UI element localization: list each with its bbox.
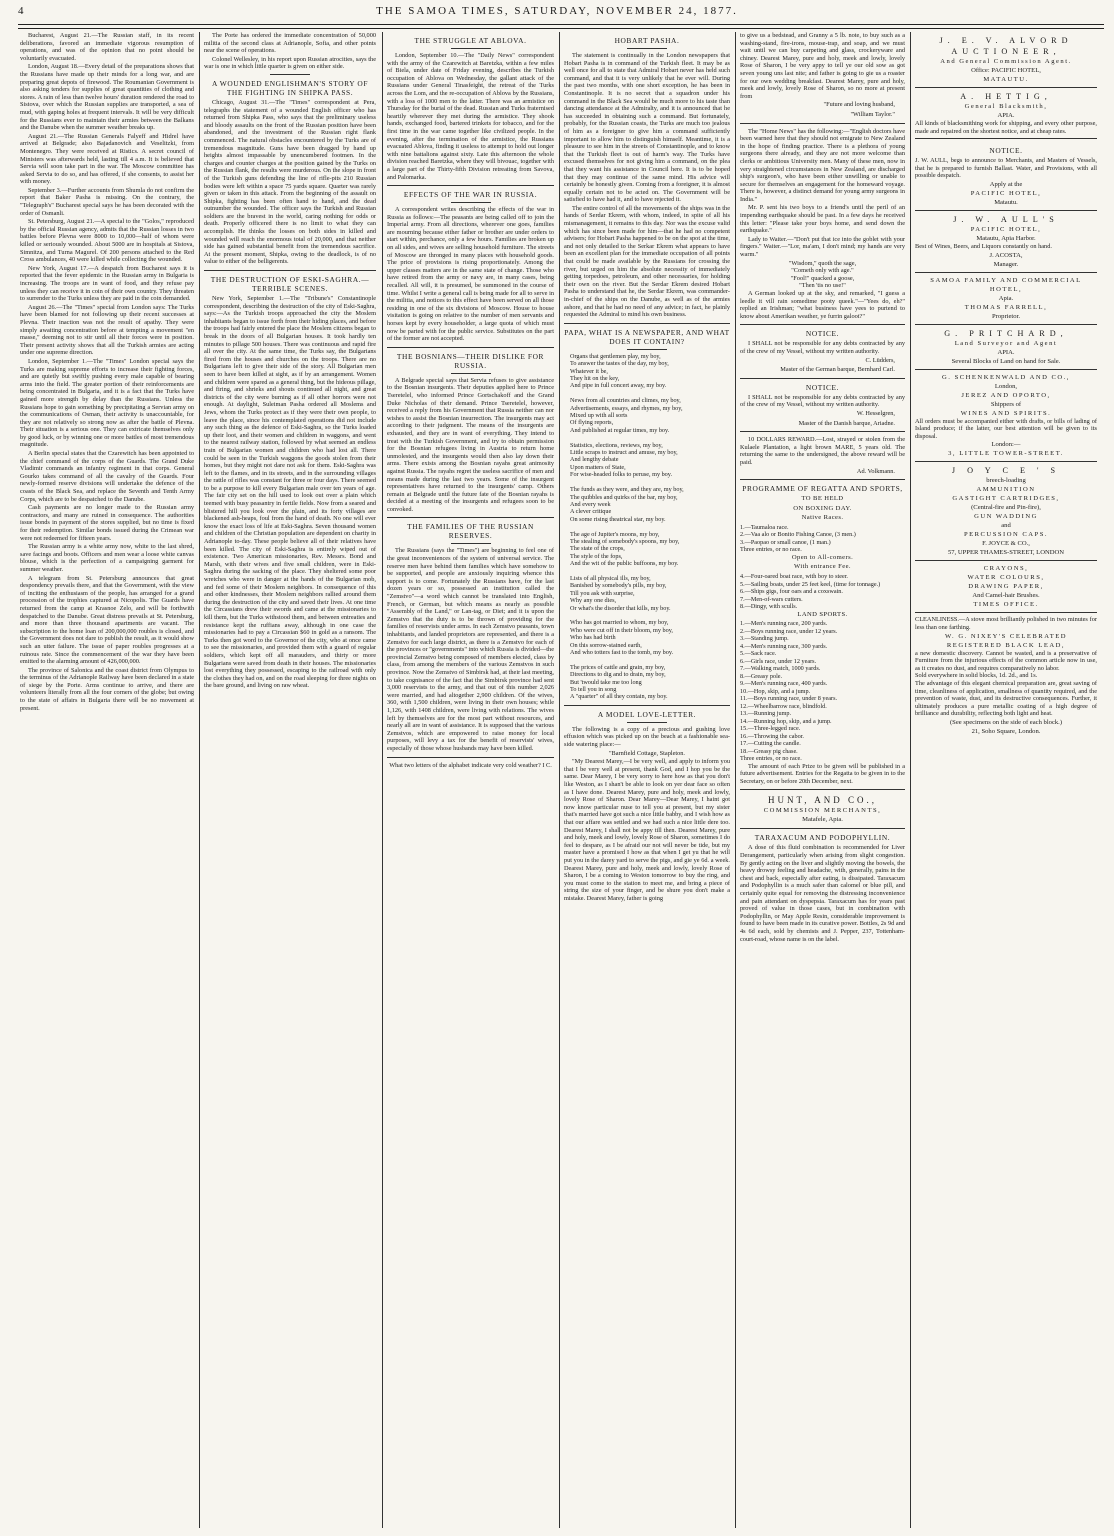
sport-item: Three entries, or no race. <box>740 755 802 763</box>
divider <box>627 48 667 49</box>
masthead-title: THE SAMOA TIMES, SATURDAY, NOVEMBER 24, 1877. <box>376 5 738 17</box>
divider <box>740 324 905 325</box>
poem-line: To answer the tastes of the day, my boy, <box>570 360 669 368</box>
land-sports-heading: LAND SPORTS. <box>797 610 848 618</box>
article-heading-hobart: HOBART PASHA. <box>614 36 680 45</box>
article-body-ablova: London, September 10.—The "Daily News" correspondent with the army of the Czarewitch at Baretzka, within a few miles of Biela, under date of Friday evening, describes the Turkish occupation of Ablova on Wednesday, the gallant attack of the Russians under General Tinasfeight, the retreat of the Turks across the Lom, and the re-occupation of Ablova by the Russians, with a loss of 1000 men to the latter. There was an armistice on Thursday for the burial of the dead. Russian and Turks fraternised heartily wherever they met during the armistice. They shook hands, exchanged food, bartered trinkets for tobacco, and for the first time in the war came together like civilized people. In the evening, after the termination of the armistice, the Russians evacuated Ablova, finding it useless to attempt to hold out longer with nine battalions against sixty. Late this afternoon the whole division reached Baretzka, where they will bivouac, together with a large part of the Thirty-fifth Division retreating from Savova, and Palomarka. <box>387 52 554 181</box>
love-letter-intro: The following is a copy of a precious and gushing love effusion which was picked up on the beach at a fashionable sea-side watering place:— <box>564 725 730 749</box>
german-item: A German looked up at the sky, and remarked, "I guess a leedle it vill rain somedime pooty queek."—"Yees do, eh?" replied an Irishman; "what business have yees to purtend to know about Amerikan weather, ye furrin galoot?" <box>740 290 905 320</box>
schenkenwald-shippers: Shippers of <box>990 400 1022 408</box>
crayons-title: CRAYONS, <box>983 565 1029 573</box>
poem-line: The funds as they were, and they are, my boy, <box>570 486 684 494</box>
poem-line: Advertisements, essays, and rhymes, my boy, <box>570 404 683 412</box>
column-3 <box>387 32 554 1528</box>
auls-hotel-ad <box>915 211 1097 273</box>
header-rule <box>18 24 1104 29</box>
samoa-hotel-ad <box>915 273 1097 325</box>
poem-line: And the wit of the public buffoons, my boy. <box>570 560 679 568</box>
open-races-heading: Open to All-comers. <box>791 553 854 561</box>
page-folio: 4 <box>18 5 26 17</box>
news-paragraph: London, September 1.—The "Times" London special says the Turks are making supreme efforts to increase their fighting forces, and are quietly but swiftly pushing every male capable of bearing arms into the field. The greater portion of their reinforcements are being concentrated in Bulgaria, and it is a fact that the Turks have gained more strength by delay than the Russians. Unless the Russians hope to gain something by precipitating a Servian army on the communications of Osman, their activity is unaccountable, for they are not relatively so strong now as after the battle of Plevna. Their situation is a serious one. They can extricate themselves only by good luck, or by winning one or more battles of most tremendous magnitude. <box>20 357 194 449</box>
race-item: 2.—Vaa alo or Bonito Fishing Canoe, (3 men.) <box>740 531 856 539</box>
joyce-firm: F. JOYCE & CO., <box>982 540 1030 548</box>
poem-line: Statistics, elections, reviews, my boy, <box>570 441 663 449</box>
divider <box>564 705 730 706</box>
poem-line: For wise-headed folks to peruse, my boy. <box>570 471 673 479</box>
article-heading-love-letter: A MODEL LOVE-LETTER. <box>597 709 697 719</box>
article-paragraph: Chicago, August 31.—The "Times" correspondent at Pera, telegraphs the statement of a wounded English officer who has returned from Shipka Pass, who says that the preliminary useless and bloody assaults on the front of the Russian position have been abandoned, and the investment of the Russian right flank commenced. The natural obstacles encountered by the Turks are of tremendous magnitude. Guns have been dragged by hand up heights almost impassable by unencumbered footmen. In the charges and counter charges at the position gained by the Turks on the Russian flank, the results were murderous. On the slope in front of the Turkish guns defending the line of rifle-pits 210 Russian bodies were left within a space 75 yards square. Quarter was rarely given or taken in this attack. From the beginning of the assault on Shipka, fighting has been often hand to hand, and the dead outnumber the wounded. The officer says the Turkish and Russian soldiers are the bravest in the world, caring nothing for odds or death. Properly officered there is no limit to what they can accomplish. He thinks the losses on both sides in killed and wounded will reach the enormous total of 20,000, and that neither side has gained substantial benefit from the tremendous sacrifice. At the present moment, Shipka, owing to the deadlock, is of no value to either of the belligerents. <box>204 98 376 266</box>
sport-item: 9.—Men's running race, 400 yards. <box>740 680 828 688</box>
divider <box>740 479 905 480</box>
divider <box>387 347 554 348</box>
sport-item: 8.—Greasy pole. <box>740 672 783 680</box>
alvord-ad <box>915 32 1097 88</box>
alvord-title: AUCTIONEER, <box>951 47 1061 56</box>
hettig-ad <box>915 88 1097 139</box>
race-item: 4.—Four-oared boat race, with boy to steer. <box>740 573 848 581</box>
pritchard-title: Land Surveyor and Agent <box>954 339 1058 347</box>
news-paragraph: Colonel Wellesley, in his report upon Russian atrocities, says the war is one in which little quarter is given on either side. <box>204 55 376 71</box>
poem-line: And pipe in full concert away, my boy. <box>570 382 667 390</box>
schenkenwald-text: All orders must be accompanied either with drafts, or bills of lading of Island produce; if the latter, our best attention will be given to its disposal. <box>915 417 1097 440</box>
divider <box>740 123 905 124</box>
sport-item: 16.—Throwing the cabor. <box>740 732 804 740</box>
news-paragraph: Bucharest, August 21.—The Russian staff, in its recent deliberations, favored an immediate vigorous resumption of operations, and was of the opinion that no point should be voluntarily evacuated. <box>20 32 194 62</box>
column-1 <box>20 32 194 1528</box>
porte-briefs <box>204 32 376 71</box>
hunt-ad-name: HUNT, AND CO., <box>767 795 878 806</box>
aull-notice-text: J. W. AULL, begs to announce to Merchants, and Masters of Vessels, that he is prepared to furnish Ballast. Water, and Provisions, with all possible despatch. <box>915 157 1097 180</box>
samoa-hotel-title: SAMOA FAMILY AND COMMERCIAL HOTEL, <box>930 276 1082 293</box>
poem-line: On some rising theatrical star, my boy. <box>570 515 666 523</box>
sport-item: 18.—Greasy pig chase. <box>740 747 798 755</box>
column-4 <box>564 32 730 1528</box>
divider <box>740 789 905 790</box>
love-letter-address: "Barnfield Cottage, Stapleton. <box>608 749 686 757</box>
poem-line: The quibbles and quirks of the bar, my boy, <box>570 493 678 501</box>
sport-item: 15.—Three-legged race. <box>740 725 801 733</box>
riddle-question: What two letters of the alphabet indicate very cold weather? <box>389 761 541 769</box>
news-paragraph: The Russian army is a white army now, white to the last shred, save facings and boots. Officers and men wear a loose white canvas blouse, which is the perfection of a campaigning garment for summer weather. <box>20 543 194 573</box>
article-heading-reserves: THE FAMILIES OF THE RUSSIAN RESERVES. <box>407 522 534 541</box>
column-rule <box>910 32 911 1528</box>
article-body-eski-saghra <box>204 295 376 690</box>
column-rule <box>199 32 200 1528</box>
divider <box>740 828 905 829</box>
notice-signature: C. Lüdders, <box>865 356 895 364</box>
divider <box>451 48 491 49</box>
open-races-fee: With entrance Fee. <box>794 563 851 571</box>
news-paragraph: Cash payments are no longer made to the Russian army contractors, and many are ruined in consequence. The authorities issue bonds in payment of the stores supplied, but no time is fixed for their redemption. Similar bonds issued during the Crimean war were not redeemed for fifteen years. <box>20 504 194 542</box>
crayons-line: And Camel-hair Brushes. <box>972 592 1040 600</box>
article-body-shipka <box>204 99 376 266</box>
poem-line: The stealing of somebody's spoons, my boy, <box>570 537 680 545</box>
schenkenwald-goods: WINES AND SPIRITS. <box>960 409 1052 417</box>
taraxacum-heading: TARAXACUM AND PODOPHYLLIN. <box>754 833 891 843</box>
sport-item: 10.—Hop, skip, and a jump. <box>740 687 811 695</box>
column-rule <box>735 32 736 1528</box>
hettig-place: APIA. <box>997 112 1015 119</box>
poem-line: Directions to dig and to drain, my boy, <box>570 671 666 679</box>
schenkenwald-name: G. SCHENKENWALD AND CO., <box>942 373 1070 381</box>
race-item: 1.—Taumaloa race. <box>740 523 789 531</box>
column-rule <box>382 32 383 1528</box>
poem-line: The state of the crops, <box>570 545 625 553</box>
regatta-subheading: ON BOXING DAY. <box>793 504 852 512</box>
poem-line: Who has had birth <box>570 634 616 642</box>
poem-line: On this sorrow-stained earth, <box>570 641 642 649</box>
poem-line: Lists of all physical ills, my boy, <box>570 574 651 582</box>
love-letter-continued: to give us a bedstead, and Granny a 5 lb. note, to buy such as a washing-stand, fire-irons, mouse-trap, and soap, and we must wait until we can buy carpeting and glass, crockeryware and chiney. Dearest Marey, pure and holy, meek and lowly, lovely Rose of Sharon, I be very appy to tell ye our old sow as got seven young uns last nite; and father is going to gie us a roaster for our own wedding breakfast. Dearest Marey, pure and holy, meek and lowly, lovely Rose of Sharon, so no more at present from <box>740 32 905 100</box>
hettig-text: All kinds of blacksmithing work for shipping, and every other purpose, made and repaired on the shortest notice, and at cheap rates. <box>915 120 1097 135</box>
column-6 <box>915 32 1097 1528</box>
article-body-reserves: The Russians (says the "Times") are beginning to feel one of the great inconveniences of the system of universal service. The reserve men have behind them families which have somehow to be supported, and people are anxiously inquiring whence this support is to come. Fortunately the Russians have, for the last dozen years or so, possessed an institution called the "Zemstvo"—a word which cannot be translated into English, French, or German, but which means as nearly as possible "Assembly of the Land," or Lan-tag, or Diet; and it is upon the Zemstvo that the duty is to be thrown of providing for the families of reservists under arms. In each Zemstvo peasants, town inhabitants, and landed proprietors are represented, and there is a Zemstvo for each large district, as there is a Zemstvo for each of the provinces or "governments" into which Russia is divided—the provincial Zemstvo being composed of members elected, class by class, from among the members of the various Zemstvos in such province. Now the Zemstvo of Simbirsk had, at their last meeting, to take cognisance of the fact that the Simbirsk province had sent 3,000 reservists to the army, and that out of this number 2,026 were married, and had altogether 2,900 children. Of the wives, 360, with 1,500 children, were living in their own houses; while 1,126, with 1408 children, were living with relations. The wives left by themselves are for the most part without resources, and nearly all are in want of assistance. It is supposed that the various Zemstvos, which are empowered to raise money for local purposes, will levy a tax for the benefit of reservists' wives, especially of those whose husbands may have been killed. <box>387 547 554 752</box>
news-paragraph: The province of Salonica and the coast district from Olympus to the terminus of the Adrianople Railway have been declared in a state of siege by the Porte. Arms continue to arrive, and there are volunteers literally from all the four corners of the globe; but owing to the state of affairs in Bulgaria there will be no movement at present. <box>20 666 194 712</box>
divider <box>451 373 491 374</box>
love-letter-closing: "Future and loving husband, <box>823 101 895 109</box>
sport-item: 17.—Cutting the candle. <box>740 740 801 748</box>
native-races-heading: Native Races. <box>801 514 844 522</box>
poem-line: Or what's the disorder that kills, my boy. <box>570 604 671 612</box>
aull-apply: Apply at the <box>989 180 1023 188</box>
notice-heading: NOTICE. <box>805 329 840 339</box>
article-heading-eski-saghra: THE DESTRUCTION OF ESKI-SAGHRA.—TERRIBLE SCENES. <box>210 275 370 294</box>
article-body-bosnians: A Belgrade special says that Servia refuses to give assistance to the Bosnian insurgents. Their deputies applied here to Prince Tseretelel, who informed Prince Gortschakoff and the Grand Duke Nicholas of their demand. Prince Tseretelel, however, received a reply from his Government that Russia neither can nor wishes to assist the Bosnian insurrection. The insurgents may act according to their judgment. The means of the insurgents are exhausted, and they are in want of everything. They intend to treat with the Turkish Government, and try to obtain permission for the Bosnian refugees living in Austria to return home unmolested, and the insurgents would then also lay down their arms. There exists among the Bosnian rayahs great animosity against Russia. The rayahs regret the useless sacrifice of men and means made during the last two years. Some of the insurgent representatives have returned to the insurgents' camp. Others remain at Belgrade until the future fate of the Bosnian rayahs is decided at a meeting of the insurgents and refugees soon to be convoked. <box>387 376 554 513</box>
nixey-subtitle: REGISTERED BLACK LEAD, <box>946 641 1066 649</box>
poem-heading-newspaper: PAPA, WHAT IS A NEWSPAPER, AND WHAT DOES IT CONTAIN? <box>564 327 730 346</box>
auls-manager-title: Manager. <box>993 260 1019 268</box>
hettig-title: General Blacksmith, <box>964 103 1048 110</box>
joyce-and: and <box>1001 522 1011 530</box>
poem-line: A clever critique <box>570 508 612 516</box>
race-item: 3.—Paopao or small canoe, (1 man.) <box>740 538 831 546</box>
earthquake-item: Mr. P. sent his two boys to a friend's until the peril of an impending earthquake should be past. In a few days he received this letter: "Please take your boys home, and send down the earthquake." <box>740 204 905 235</box>
poem-line: A "quarter" of all they contain, my boy. <box>570 693 668 701</box>
divider <box>387 757 554 758</box>
nixey-title: W. G. NIXEY'S CELEBRATED <box>944 632 1068 640</box>
auls-text: Best of Wines, Beers, and Liquors constantly on hand. <box>915 242 1052 250</box>
schenkenwald-places: JEREZ AND OPORTO, <box>961 391 1051 399</box>
notice-body: I SHALL not be responsible for any debts contracted by any of the crew of my Vessel, without my written authority. <box>740 393 905 409</box>
poem-line: And lengthy debate <box>570 456 619 464</box>
aull-hotel: PACIFIC HOTEL, <box>970 189 1042 197</box>
sport-item: 14.—Running hop, skip, and a jump. <box>740 717 832 725</box>
poem-line: Whatever it be, <box>570 367 608 375</box>
poem-line: News from all countries and climes, my boy, <box>570 397 681 405</box>
crayons-ad <box>915 561 1097 613</box>
native-races-list <box>740 524 905 554</box>
poem-line <box>570 656 730 663</box>
column-rule <box>559 32 560 1528</box>
verse-line: "Cometh only with age." <box>791 267 854 275</box>
joyce-address: 57, UPPER THAMES-STREET, LONDON <box>947 549 1065 557</box>
sport-item: 1.—Men's running race, 200 yards. <box>740 620 828 628</box>
poem-line: But 'twould take me too long <box>570 678 642 686</box>
article-heading-shipka: A WOUNDED ENGLISHMAN'S STORY OF THE FIGHTING IN SHIPKA PASS. <box>211 78 369 97</box>
aull-notice-ad <box>915 139 1097 211</box>
poem-line: Organs that gentlemen play, my boy, <box>570 352 661 360</box>
divider <box>740 378 905 379</box>
aull-notice-heading: NOTICE. <box>989 146 1023 156</box>
nixey-advantages: The advantage of this elegant chemical preparation are, great saving of time, cleanliness of application, smallness of quantity required, and the prevention of waste, dust, and its destructive consequences. Further, it ultimately produces a pure metallic coating of a high degree of brilliance and durability, reflecting both light and heat. <box>915 679 1097 718</box>
poem-line: The prices of cattle and grain, my boy, <box>570 663 666 671</box>
article-heading-ablova: THE STRUGGLE AT ABLOVA. <box>414 36 527 45</box>
divider <box>387 185 554 186</box>
poem-line: Banished by somebody's pills, my boy, <box>570 582 667 590</box>
news-paragraph: August 26.—The "Times" special from London says: The Turks have been blamed for not following up their recent successes at Plevna. Their inaction was not the result of apathy. They were simply awaiting concentration before at tempting a movement "en masse," deeming not to stir until all their forces were in position. Their present activity shows that all the Turkish armies are acting under one supreme direction. <box>20 303 194 357</box>
joyce-name: J O Y C E ' S <box>951 466 1061 476</box>
poem-line: And published at regular times, my boy. <box>570 426 670 434</box>
pritchard-text: Several Blocks of Land on hand for Sale. <box>951 357 1061 365</box>
joyce-caps: PERCUSSION CAPS. <box>963 531 1049 539</box>
poem-newspaper <box>564 353 730 701</box>
sport-item: 7.—Walking match, 1000 yards. <box>740 665 821 673</box>
taraxacum-body: A dose of this fluid combination is recommended for Liver Derangement, particularly when arising from slight congestion. By gently acting on the liver and slightly moving the bowels, the heavy drowsy feeling and headache, with, generally, pains in the chest and back, especially after eating, is dissipated. Taraxacum and Podophyllin is a much safer than calomel or blue pill, and certainly quite equal for removing the distressing inconvenience and pain attendant on dyspepsia. Taraxacum has for years past proved of value in those cases, but in combination with Podophyllin, or May Apple Resin, considerable improvement is found to have been made in its curative power. Bottles, 2s 9d and 4s 6d each, sold by chemists and J. Pepper, 237, Tottenham-court-road, whose name is on the label. <box>740 844 905 943</box>
divider <box>270 74 310 75</box>
schenkenwald-city: London, <box>994 382 1018 390</box>
hettig-name: A. HETTIG, <box>960 92 1052 101</box>
poem-line: They hit on the key, <box>570 375 620 382</box>
divider <box>451 202 491 203</box>
joyce-fire: (Central-fire and Pin-fire), <box>971 504 1041 512</box>
schenkenwald-address: 3, LITTLE TOWER-STREET. <box>948 450 1064 458</box>
sport-item: 13.—Running jump. <box>740 710 792 718</box>
news-paragraph: August 21.—The Russian Generals Falyeff and Hidrel have arrived at Belgrade; also Bajadanovich and Veselitzki, from Montenegro. They were received at Ristics. A secret council of Ministers was afterwards held, lasting till 4 a.m. It is believed that Servia will soon take part in the war. The Moscow committee has asked Servia to do so, and has offered, if she consents, to assist her with money. <box>20 132 194 186</box>
joyce-cartridges: GASTIGHT CARTRIDGES, <box>952 495 1060 503</box>
nixey-address: 21, Soho Square, London. <box>971 727 1041 735</box>
news-paragraph: September 3.—Further accounts from Shumla do not confirm the report that Baker Pasha is missing. On the contrary, the "Telegraph's" Bucharest special says he has been decorated with the order of Osmanli. <box>20 186 194 217</box>
notice-signature-title: Master of the Danish barque, Ariadne. <box>798 419 895 427</box>
sport-item: 12.—Wheelbarrow race, blindfold. <box>740 702 827 710</box>
pritchard-name: G. PRITCHARD, <box>944 328 1068 338</box>
poem-line: The age of Jupiter's moons, my boy, <box>570 530 660 538</box>
regatta-footer: The amount of each Prize to be given will be published in a future advertisement. Entries for the Regatta to be given in to the Secretary, on or before 20th December, next. <box>740 762 905 785</box>
hunt-ad-place: Matafele, Apia. <box>802 816 843 824</box>
divider <box>387 517 554 518</box>
schenkenwald-ad <box>915 370 1097 463</box>
riddle-answer: I C. <box>542 761 552 769</box>
hunt-ad-line: COMMISSION MERCHANTS, <box>763 807 882 815</box>
joyce-ammunition: AMMUNITION <box>976 486 1036 494</box>
land-sports-list <box>740 620 905 763</box>
nixey-specimens: (See specimens on the side of each block.) <box>949 718 1063 726</box>
samoa-hotel-proprietor: THOMAS FARRELL, <box>964 303 1048 311</box>
poem-line: Mixed up with all sorts <box>570 412 628 420</box>
sport-item: 4.—Men's running race, 300 yards. <box>740 642 828 650</box>
alvord-name: J. E. V. ALVORD <box>939 36 1073 45</box>
poem-line <box>570 434 730 441</box>
alvord-office: Office: PACIFIC HOTEL, <box>971 67 1041 74</box>
sport-item: 2.—Boys running race, under 12 years. <box>740 627 838 635</box>
reward-notice: 10 DOLLARS REWARD.—Lost, strayed or stolen from the Kulaele Plantation, a light brown MARE, 5 years old. The returning the same to the undersigned, the above reward will be paid. <box>740 436 905 466</box>
crayons-line: DRAWING PAPER, <box>968 583 1044 591</box>
news-paragraph: The Porte has ordered the immediate concentration of 50,000 militia of the second class at Adrianople, Sofia, and other points near the scene of operations. <box>204 32 376 55</box>
race-item: Three entries, or no race. <box>740 546 802 554</box>
page-header <box>0 0 1114 22</box>
notice-body: I SHALL not be responsible for any debts contracted by any of the crew of my Vessel, without my written authority. <box>740 340 905 355</box>
joyce-ad <box>915 462 1097 561</box>
race-item: 8.—Dingy, with sculls. <box>740 603 798 611</box>
nixey-sold: Sold everywhere in solid blocks, 1d. 2d., and 1s. <box>915 672 1038 680</box>
notice-signature-title: Master of the German barque, Bernhard Carl. <box>780 366 895 374</box>
poem-line: The style of the fops, <box>570 552 623 560</box>
auls-place: Matautu, Apia Harbor. <box>976 234 1036 242</box>
divider <box>627 349 667 350</box>
verse-line: "Fool!" quacked a goose, <box>790 274 855 282</box>
war-news-briefs <box>20 32 194 712</box>
reward-signature: Ad. Volkmann. <box>856 467 895 475</box>
verse-line: "Then 'tis no use!" <box>799 282 846 290</box>
article-body-hobart-2: The entire control of all the movements of the ships was in the hands of Serdar Ekrem, with whom, indeed, in spite of all his mismanagement, it remains to this day. Nor was the excuse valid which has since been made for him—that he had no competent advisers; for Hobart Pasha happened to be on the spot at the time, and not only detailed to the Serkar Ekrem what appears to have been an excellent plan for the immediate occupation of all points that could be made available by the Russians for crossing the river, but urged on him the absolute necessity of immediately getting torpedoes, petroleum, and other necessaries, for holding their own on the river. But the Serdar Ekrem desired Hobart Pasha to understand that he, the Serdar Ekrem, was commander-in-chief of the ships on the Danube, as well as of the armies ashore, and that he had no need of any advice; in fact, he plainly requested the Admiral to mind his own business. <box>564 204 730 319</box>
aull-place: Matautu. <box>994 198 1018 206</box>
news-paragraph: A Berlin special states that the Czarewitch has been appointed to the chief command of the corps of the Guards. The Grand Duke Vladimir commands an infantry regiment in that corps. General Gourko takes command of all the cavalry of the Guards. Four newly-formed reserve divisions will undertake the defence of the coasts of the Black Sea, and replace the Seventh and Tenth Army Corps, which are to be despatched to the Danube. <box>20 450 194 503</box>
sport-item: 5.—Sack race. <box>740 650 777 658</box>
divider <box>451 543 491 544</box>
regatta-subheading: TO BE HELD <box>801 495 844 503</box>
alvord-place: MATAUTU. <box>983 76 1029 83</box>
love-letter-signature: "William Taylor." <box>850 110 895 118</box>
divider <box>627 722 667 723</box>
poem-line: Upon matters of State, <box>570 463 626 471</box>
joyce-wadding: GUN WADDING <box>974 513 1038 521</box>
cleanliness-text: CLEANLINESS.—A stove most brilliantly polished in two minutes for less than one farthing. <box>915 616 1097 631</box>
column-2 <box>204 32 376 1528</box>
news-paragraph: A telegram from St. Petersburg announces that great despondency prevails there, and that the Government, with the view of inciting the enthusiasm of the people, has arranged for a grand procession of the trophies captured at Nicopolis. The Guards have returned from the camp at Krasnoe Zelo, and will be forthwith despatched to the Danube. Great distress prevails at St. Petersburg, and more than three thousand apartments are vacant. The subscription to the home loan of 200,000,000 roubles is closed, and the Government does not dare to publish the result, as it would show such an utter failure. The issue of paper roubles progresses at a ruinous rate. Since the commencement of the war they have been emitted to the alarming amount of 426,000,000. <box>20 574 194 666</box>
nixey-ad <box>915 613 1097 739</box>
auls-hotel: PACIFIC HOTEL, <box>970 225 1042 233</box>
article-paragraph: New York, September 1.—The "Tribune's" Constantinople correspondent, describing the destruction of the city of Eski-Saghra, says:—As the Turkish troops approached the city the Moslem inhabitants began to issue forth from their hiding places, and before the troops had fairly entered the place the Moslem citizens began to break in the doors of all Bulgarian houses. It took hardly ten minutes to pillage 500 houses. There was continuous and rapid fire all over the city. At the same time, the Turks say, the Bulgarians fired from the houses and churches on the troops. There are no Bulgarians left to give their side of the story. All Bulgarian men seen to have been killed at sight, as if by an arrangement. Women and children were spared as a general thing, but the hideous pillage, and firing, and shrieks and shouts continued all night, and great districts of the city were burning as if all other horrors were not enough. At daylight, Suleiman Pasha ordered all Moslems and Jews, whom the Turks protect as if they were their own people, to leave the place, since his contemplated operations did not include any such thing as the defence of Eski-Saghra, so the Turks loaded up their loot, and their women and children in waggons, and went to the nearest railway station, followed by what seemed an endless train of Bulgarian women and children who had lost all. There could be seen in the Turkish waggons the goods stolen from their homes, but they might not dare not ask for them. Eski-Saghra was left to the flames, and in its streets, and in the surrounding villages the rattle of rifles was constant for three or four days. There seemed to be a purpose to kill every Bulgarian male over ten years of age. The fair city set on the hill used to look out over a plain which teemed with busy peasantry in fertile fields. Now from a seared and blistered hill you look over the plain, and its forty villages are blackened ash-heaps, foul from the hand of death. No one will ever know the exact loss of life at Eski-Saghra. Seven thousand women and children of the Christian population are dependent on charity in Adrianople to-day. These people believe all of their relatives have been killed. The city of Eski-Saghra is entirely wiped out of existence. Two American missionaries, Rev. Messrs. Bond and Marsh, with their wives and five small children, were in Eski-Saghra during the sacking of the place. They sheltered some poor wretches who were in danger at the hands of the Bulgarian mob, and fed some of their Moslem neighbors. In consequence of this and other kindnesses, their Moslem neighbors rallied around them during the destruction of the city and saved their lives. At one time the Circassians drew their swords and came at the missionaries to kill them, but the Turks withstood them, and between entreaties and resistance kept the ruffians away, although in one case the missionaries had to pay a Circassian $60 in gold as a ransom. The Turks then got word to the Governor of the city, who at once came to see the missionaries, and provided them with a guard of regular soldiers, which kept off all marauders, and thirty or more Bulgarians were saved from death in their houses. The missionaries lost everything they possessed, escaping to the railroad with only the clothes they had on, and on the road sleeping for three nights on the bare ground, and living on raw wheat. <box>204 295 376 690</box>
crayons-line: WATER COLOURS, <box>967 574 1045 582</box>
poem-line <box>570 479 730 486</box>
divider <box>564 323 730 324</box>
joyce-breech: breech-loading <box>986 477 1026 485</box>
pritchard-ad <box>915 325 1097 370</box>
divider <box>204 270 376 271</box>
times-office: TIMES OFFICE. <box>973 601 1039 609</box>
race-item: 5.—Sailing boats, under 25 feet keel, (time for tonnage.) <box>740 580 881 588</box>
auls-manager: J. ACOSTA, <box>989 251 1023 259</box>
poem-line <box>570 523 730 530</box>
article-body-effects-russia: A correspondent writes describing the effects of the war in Russia as follows:—The peasants are being called off to join the Imperial army. From all directions, wherever one goes, families are mourning because either father or brother are under orders to start within, perchance, only a few hours. Families are broken up on all sides, and wives are selling household furniture. The streets of Moscow are thronged in many places with household goods. The price of provisions is rising proportionately. Among the upper classes matters are in the same state of change. Those who have retired from the army or navy are, in many cases, being recalled. All will, it is presumed, be summoned in the course of time. Whilst I write a general call is being made for all to serve in the militia, and notices to this effect have been served on all those residing in one of the six divisions of Moscow. House to house visitation is going on relative to the number of men servants and horses kept by every householder, a large quota of which must now be parted with for the public service. Substitutes on the part of the former are not accepted. <box>387 206 554 343</box>
article-body-hobart: The statement is continually in the London newspapers that Hobart Pasha is in command of the Turkish fleet. It may be as well once for all to state that Admiral Hobart never has held such command, and that it is very unlikely that he ever will. During the past two months, with one short exception, he has been in Constantinople. It is no secret that a squadron under his command in the Black Sea would be much more to his taste than dancing attendance at the Admiralty, and it is announced that he has succeeded in obtaining such a command. But fortunately, probably, for the Russian coasts, the Turks are much too jealous of him as a foreigner to give him a command sufficiently important to allow him to distinguish himself. Meantime, it is a pleasure to see him in the streets of Constantinople, and to know that the Turkish fleet is out of harm's way. The Turks have excused themselves for not giving him a command, on the plea that they want his assistance in Council here. It is to be hoped that they may continue of the same mind. His advice will certainly be honestly given. Coming from a foreigner, it is almost equally certain not to be acted on. The Government will be satisfied to have had it, and to have rejected it. <box>564 52 730 204</box>
divider <box>740 431 905 432</box>
sport-item: 3.—Standing jump. <box>740 635 789 643</box>
regatta-heading: PROGRAMME OF REGATTA AND SPORTS, <box>742 484 903 494</box>
samoa-hotel-proprietor-title: Proprietor. <box>991 312 1021 320</box>
pritchard-place: APIA. <box>997 348 1015 356</box>
poem-line <box>570 390 730 397</box>
poem-line: And who totters fast to the tomb, my boy. <box>570 649 674 657</box>
poem-line: Why any one dies, <box>570 597 617 605</box>
notice-heading: NOTICE. <box>805 382 840 392</box>
news-paragraph: London, August 18.—Every detail of the preparations shows that the Russians have made up their minds for a long war, and are preparing great depots of firewood. The Roumanian Government is also asking tenders for supplies of great quantities of clothing and stores. A rain of less than twelve hours' duration rendered the road to Sistova, over which the Russian supplies are transported, a sea of mud, with gaping holes at frequent intervals. It will be very difficult for the Russians ever to maintain their armies between the Balkans and the Danube when the summer weather breaks up. <box>20 63 194 132</box>
sport-item: 11.—Boys running race, under 8 years. <box>740 695 838 703</box>
poem-line <box>570 568 730 575</box>
notice-signature: W. Hesselgren, <box>856 409 895 417</box>
sport-item: 6.—Girls race, under 12 years. <box>740 657 817 665</box>
race-item: 6.—Ships gigs, four oars and a coxswain. <box>740 588 843 596</box>
poem-line: Little scraps to instruct and amuse, my boy, <box>570 449 678 457</box>
open-races-list <box>740 573 905 611</box>
samoa-hotel-place: Apia. <box>998 294 1014 302</box>
alvord-subtitle: And General Commission Agent. <box>940 58 1072 65</box>
waiter-item: Lady to Waiter.—"Don't put that ice into the goblet with your fingers." Waiter.—"Lor, ma'am, I don't mind; my hands are very warm." <box>740 235 905 259</box>
article-heading-bosnians: THE BOSNIANS—THEIR DISLIKE FOR RUSSIA. <box>396 351 545 370</box>
poem-line: Till you ask with surprise, <box>570 589 635 597</box>
poem-line: Who were cut off in their bloom, my boy, <box>570 626 673 634</box>
poem-line: To tell you in song <box>570 686 617 694</box>
column-5 <box>740 32 905 1528</box>
riddle <box>387 762 554 770</box>
love-letter-body: "My Dearest Marey,—I be very well, and apply to inform you that I be very well at present, thank God, and I hop you be the same. Dear Marey, I be very sorry to here how as that you don't like Weston, as I shan't be able to look on yer dear face so often as I have done. Dearest Marey, pure and holy, meek and lowly, lovely Rose of Sharon. Dear Marey—Dear Marey, I haint got now know particular nuse to tell you at present, but my sister that's married have got such a nice little babby, and I wish how as that our affare was settled and we had such a nice little dere too. Dearest Marey, I shall not be appy till then. Dearest Marey, pure and holy, meek and lowly, lovely Rose of Sharon, sometimes I do feel to despare, as I be afraid our not will never be tide, but my master have a promised I how as that when I get yu that he will put you in the darey yard to serve the pigs, and gie ye 6d. a week. Dearest Marey, pure and holy, meek and lowly, lovely Rose of Sharon, I be a coming to Weston tomorrow to buy the ring, and you must come to the station to meet me, and bring a piece of string the size of your finger, and be shure you don't make a mistake. Dearest Marey, father is going <box>564 758 730 902</box>
nixey-text: a new domestic discovery. Cannot be wasted, and is a preservative of Furniture from the injurious effects of the common article now in use, as it creates no dust, and requires comparatively no labor. <box>915 649 1097 672</box>
poem-line: And every week <box>570 500 611 508</box>
race-item: 7.—Men-of-wars cutters. <box>740 595 803 603</box>
poem-line <box>570 612 730 619</box>
home-news-item: The "Home News" has the following:—"English doctors have been warned here that they should not emigrate to New Zealand in the hope of finding practice. There is a plethora of young surgeons there already, and they are not more welcome than clerks or ambitious University men. Many of these men, now in very straightened circumstances in New Zealand, are discharged ship's surgeon's, who have been either unwilling or unable to secure for themselves an engagement for the homeward voyage. There is, however, a distinct demand for young army surgeons in India." <box>740 127 905 203</box>
poem-line: Who has got married to whom, my boy, <box>570 619 669 627</box>
news-paragraph: New York, August 17.—A despatch from Bucharest says it is reported that the fever epidemic in the Russian army in Bulgaria is increasing. The troops are in want of food, and they refuse pay unless they can receive it in coin of their own country. They threaten to surrender to the Turks unless they are paid in the coin demanded. <box>20 264 194 303</box>
auls-name: J. W. AULL'S <box>953 214 1059 224</box>
poem-line: Of flying reports, <box>570 419 614 427</box>
schenkenwald-london: London:— <box>991 441 1021 449</box>
verse-line: "Wisdom," quoth the sage, <box>788 259 857 267</box>
news-paragraph: St. Petersburg, August 21.—A special to the "Golos," reproduced by the official Russian agency, admits that the Russian losses in two battles before Plevna were 8000 to 10,000—half of whom were killed or seriously wounded. About 5000 are in hospitals at Sistova, Simnitza, and Turna Magurel. Of 200 persons attached to the Red Cross ambulances, 40 were killed while collecting the wounded. <box>20 218 194 264</box>
article-heading-effects-russia: EFFECTS OF THE WAR IN RUSSIA. <box>403 190 538 200</box>
